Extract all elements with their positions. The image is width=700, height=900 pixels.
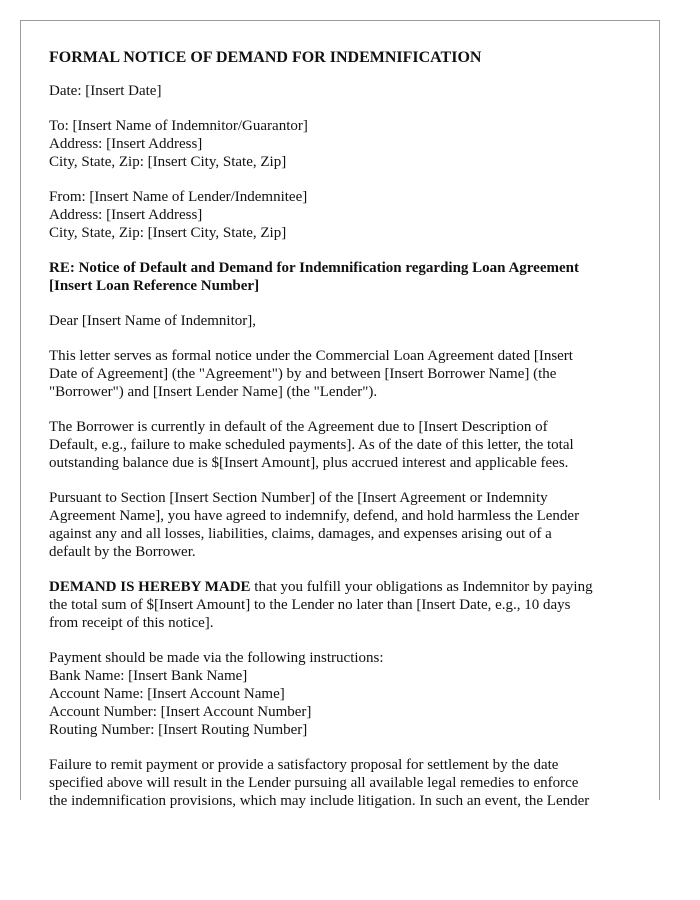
to-name-line: To: [Insert Name of Indemnitor/Guarantor] [49, 118, 308, 134]
document-title: FORMAL NOTICE OF DEMAND FOR INDEMNIFICATION [49, 49, 482, 66]
paragraph-line: specified above will result in the Lender pursuing all available legal remedies to enforce [49, 775, 579, 791]
paragraph-line: "Borrower") and [Insert Lender Name] (the "Lender"). [49, 384, 378, 400]
to-block [49, 117, 631, 171]
bank-name-line: Bank Name: [Insert Bank Name] [49, 668, 248, 684]
paragraph-line: Date of Agreement] (the "Agreement") by and between [Insert Borrower Name] (the [49, 366, 557, 382]
from-block [49, 188, 631, 242]
date-line [49, 82, 631, 100]
paragraph-demand [49, 578, 631, 632]
payment-intro: Payment should be made via the following instructions: [49, 650, 384, 666]
paragraph-indemnity [49, 489, 631, 561]
paragraph-line: This letter serves as formal notice under the Commercial Loan Agreement dated [Insert [49, 348, 573, 364]
paragraph-line: against any and all losses, liabilities, claims, damages, and expenses arising out of a [49, 526, 552, 542]
paragraph-consequences [49, 756, 631, 810]
letter-content [21, 21, 659, 810]
from-address-line: Address: [Insert Address] [49, 207, 203, 223]
demand-first-line [49, 578, 631, 596]
paragraph-line: the total sum of $[Insert Amount] to the Lender no later than [Insert Date, e.g., 10 days [49, 597, 571, 613]
payment-instructions [49, 649, 631, 739]
salutation-text: Dear [Insert Name of Indemnitor], [49, 313, 256, 329]
paragraph-line: outstanding balance due is $[Insert Amount], plus accrued interest and applicable fees. [49, 455, 569, 471]
routing-number-line: Routing Number: [Insert Routing Number] [49, 722, 308, 738]
letter-page [20, 20, 660, 809]
salutation [49, 312, 631, 330]
paragraph-line: Failure to remit payment or provide a satisfactory proposal for settlement by the date [49, 757, 559, 773]
to-city-line: City, State, Zip: [Insert City, State, Zip] [49, 154, 287, 170]
paragraph-line: the indemnification provisions, which may include litigation. In such an event, the Lender [49, 793, 590, 809]
account-number-line: Account Number: [Insert Account Number] [49, 704, 312, 720]
re-line-2: [Insert Loan Reference Number] [49, 278, 260, 294]
re-subject [49, 259, 631, 295]
paragraph-line: The Borrower is currently in default of the Agreement due to [Insert Description of [49, 419, 548, 435]
paragraph-line: from receipt of this notice]. [49, 615, 214, 631]
paragraph-default [49, 418, 631, 472]
paragraph-line: Agreement Name], you have agreed to indemnify, defend, and hold harmless the Lender [49, 508, 580, 524]
from-name-line: From: [Insert Name of Lender/Indemnitee] [49, 189, 308, 205]
to-address-line: Address: [Insert Address] [49, 136, 203, 152]
demand-first-line-rest: that you fulfill your obligations as Indemnitor by paying [250, 579, 593, 595]
date-text: Date: [Insert Date] [49, 83, 162, 99]
paragraph-line: Default, e.g., failure to make scheduled payments]. As of the date of this letter, the total [49, 437, 574, 453]
paragraph-line: Pursuant to Section [Insert Section Number] of the [Insert Agreement or Indemnity [49, 490, 548, 506]
paragraph-notice [49, 347, 631, 401]
paragraph-line: default by the Borrower. [49, 544, 196, 560]
re-line-1: RE: Notice of Default and Demand for Indemnification regarding Loan Agreement [49, 260, 579, 276]
demand-emphasis: DEMAND IS HEREBY MADE [49, 579, 251, 595]
account-name-line: Account Name: [Insert Account Name] [49, 686, 285, 702]
from-city-line: City, State, Zip: [Insert City, State, Zip] [49, 225, 287, 241]
